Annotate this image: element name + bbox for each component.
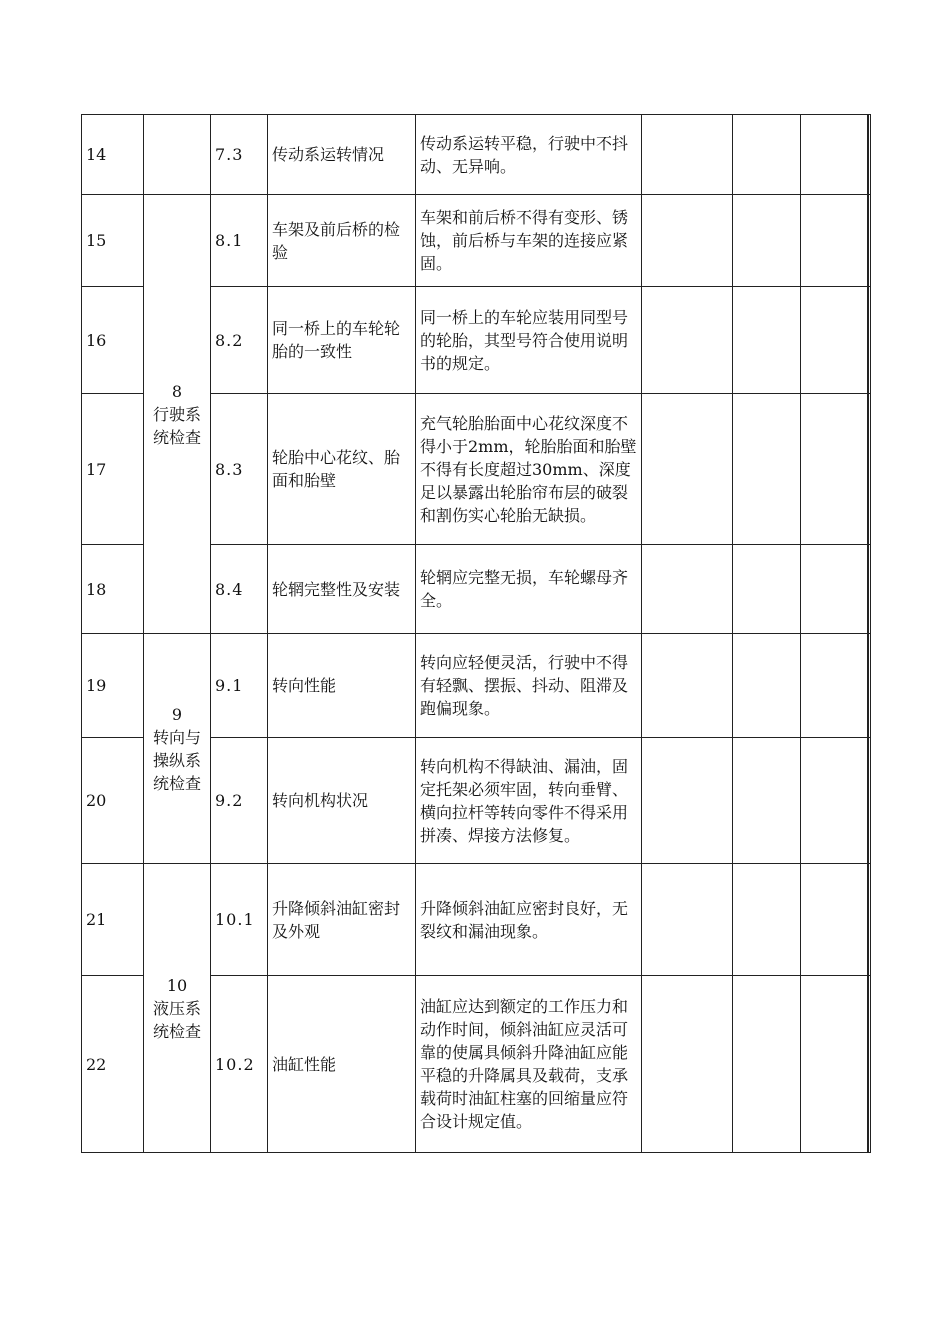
- item-requirement: 充气轮胎胎面中心花纹深度不得小于2mm，轮胎胎面和胎壁不得有长度超过30mm、深度足以暴露出轮胎帘布层的破裂和割伤实心轮胎无缺损。: [416, 394, 642, 545]
- item-requirement: 转向应轻便灵活，行驶中不得有轻飘、摆振、抖动、阻滞及跑偏现象。: [416, 634, 642, 738]
- item-name: 轮胎中心花纹、胎面和胎壁: [268, 394, 416, 545]
- row-number: 15: [82, 195, 144, 287]
- result-cell: [642, 115, 733, 195]
- table-row: [82, 115, 871, 195]
- section-name: 转向与操纵系统检查: [152, 727, 201, 793]
- remark-cell: [733, 634, 801, 738]
- remark-cell: [733, 545, 801, 634]
- item-requirement: 油缸应达到额定的工作压力和动作时间，倾斜油缸应灵活可靠的使属具倾斜升降油缸应能平稳的升降属具及载荷，支承载荷时油缸柱塞的回缩量应符合设计规定值。: [416, 976, 642, 1153]
- row-number: 22: [82, 976, 144, 1153]
- sign-cell: [801, 634, 871, 738]
- item-code: 9.1: [211, 634, 268, 738]
- remark-cell: [733, 394, 801, 545]
- sign-cell: [801, 738, 871, 864]
- item-code: 9.2: [211, 738, 268, 864]
- result-cell: [642, 738, 733, 864]
- sign-cell: [801, 864, 871, 976]
- sign-cell: [801, 115, 871, 195]
- remark-cell: [733, 864, 801, 976]
- item-name: 传动系运转情况: [268, 115, 416, 195]
- row-number: 21: [82, 864, 144, 976]
- item-code: 8.3: [211, 394, 268, 545]
- item-code: 10.2: [211, 976, 268, 1153]
- sign-cell: [801, 287, 871, 394]
- item-code: 8.1: [211, 195, 268, 287]
- section-name: 液压系统检查: [152, 998, 201, 1041]
- row-number: 14: [82, 115, 144, 195]
- item-name: 油缸性能: [268, 976, 416, 1153]
- remark-cell: [733, 738, 801, 864]
- remark-cell: [733, 287, 801, 394]
- result-cell: [642, 634, 733, 738]
- row-number: 18: [82, 545, 144, 634]
- result-cell: [642, 545, 733, 634]
- result-cell: [642, 394, 733, 545]
- section-number: 8: [171, 381, 183, 401]
- item-requirement: 车架和前后桥不得有变形、锈蚀，前后桥与车架的连接应紧固。: [416, 195, 642, 287]
- table-row: [82, 195, 871, 287]
- section-number: 10: [166, 975, 188, 995]
- item-name: 轮辋完整性及安装: [268, 545, 416, 634]
- sign-cell: [801, 394, 871, 545]
- remark-cell: [733, 976, 801, 1153]
- section-cell: [144, 115, 211, 195]
- sign-cell: [801, 195, 871, 287]
- table-row: [82, 864, 871, 976]
- item-code: 8.4: [211, 545, 268, 634]
- table-right-border: [867, 114, 869, 1152]
- item-name: 升降倾斜油缸密封及外观: [268, 864, 416, 976]
- result-cell: [642, 864, 733, 976]
- item-name: 转向性能: [268, 634, 416, 738]
- row-number: 19: [82, 634, 144, 738]
- item-requirement: 轮辋应完整无损，车轮螺母齐全。: [416, 545, 642, 634]
- item-code: 7.3: [211, 115, 268, 195]
- row-number: 17: [82, 394, 144, 545]
- inspection-table: [81, 114, 871, 1153]
- item-code: 8.2: [211, 287, 268, 394]
- section-cell: [144, 634, 211, 864]
- item-requirement: 转向机构不得缺油、漏油，固定托架必须牢固，转向垂臂、横向拉杆等转向零件不得采用拼凑、焊接方法修复。: [416, 738, 642, 864]
- section-number: 9: [171, 704, 183, 724]
- remark-cell: [733, 115, 801, 195]
- item-code: 10.1: [211, 864, 268, 976]
- item-requirement: 同一桥上的车轮应装用同型号的轮胎，其型号符合使用说明书的规定。: [416, 287, 642, 394]
- item-name: 同一桥上的车轮轮胎的一致性: [268, 287, 416, 394]
- item-name: 车架及前后桥的检验: [268, 195, 416, 287]
- item-name: 转向机构状况: [268, 738, 416, 864]
- table-row: [82, 634, 871, 738]
- section-cell: [144, 864, 211, 1153]
- sign-cell: [801, 545, 871, 634]
- remark-cell: [733, 195, 801, 287]
- result-cell: [642, 195, 733, 287]
- item-requirement: 升降倾斜油缸应密封良好，无裂纹和漏油现象。: [416, 864, 642, 976]
- section-name: 行驶系统检查: [152, 404, 201, 447]
- section-cell: [144, 195, 211, 634]
- row-number: 20: [82, 738, 144, 864]
- sign-cell: [801, 976, 871, 1153]
- result-cell: [642, 976, 733, 1153]
- result-cell: [642, 287, 733, 394]
- row-number: 16: [82, 287, 144, 394]
- item-requirement: 传动系运转平稳，行驶中不抖动、无异响。: [416, 115, 642, 195]
